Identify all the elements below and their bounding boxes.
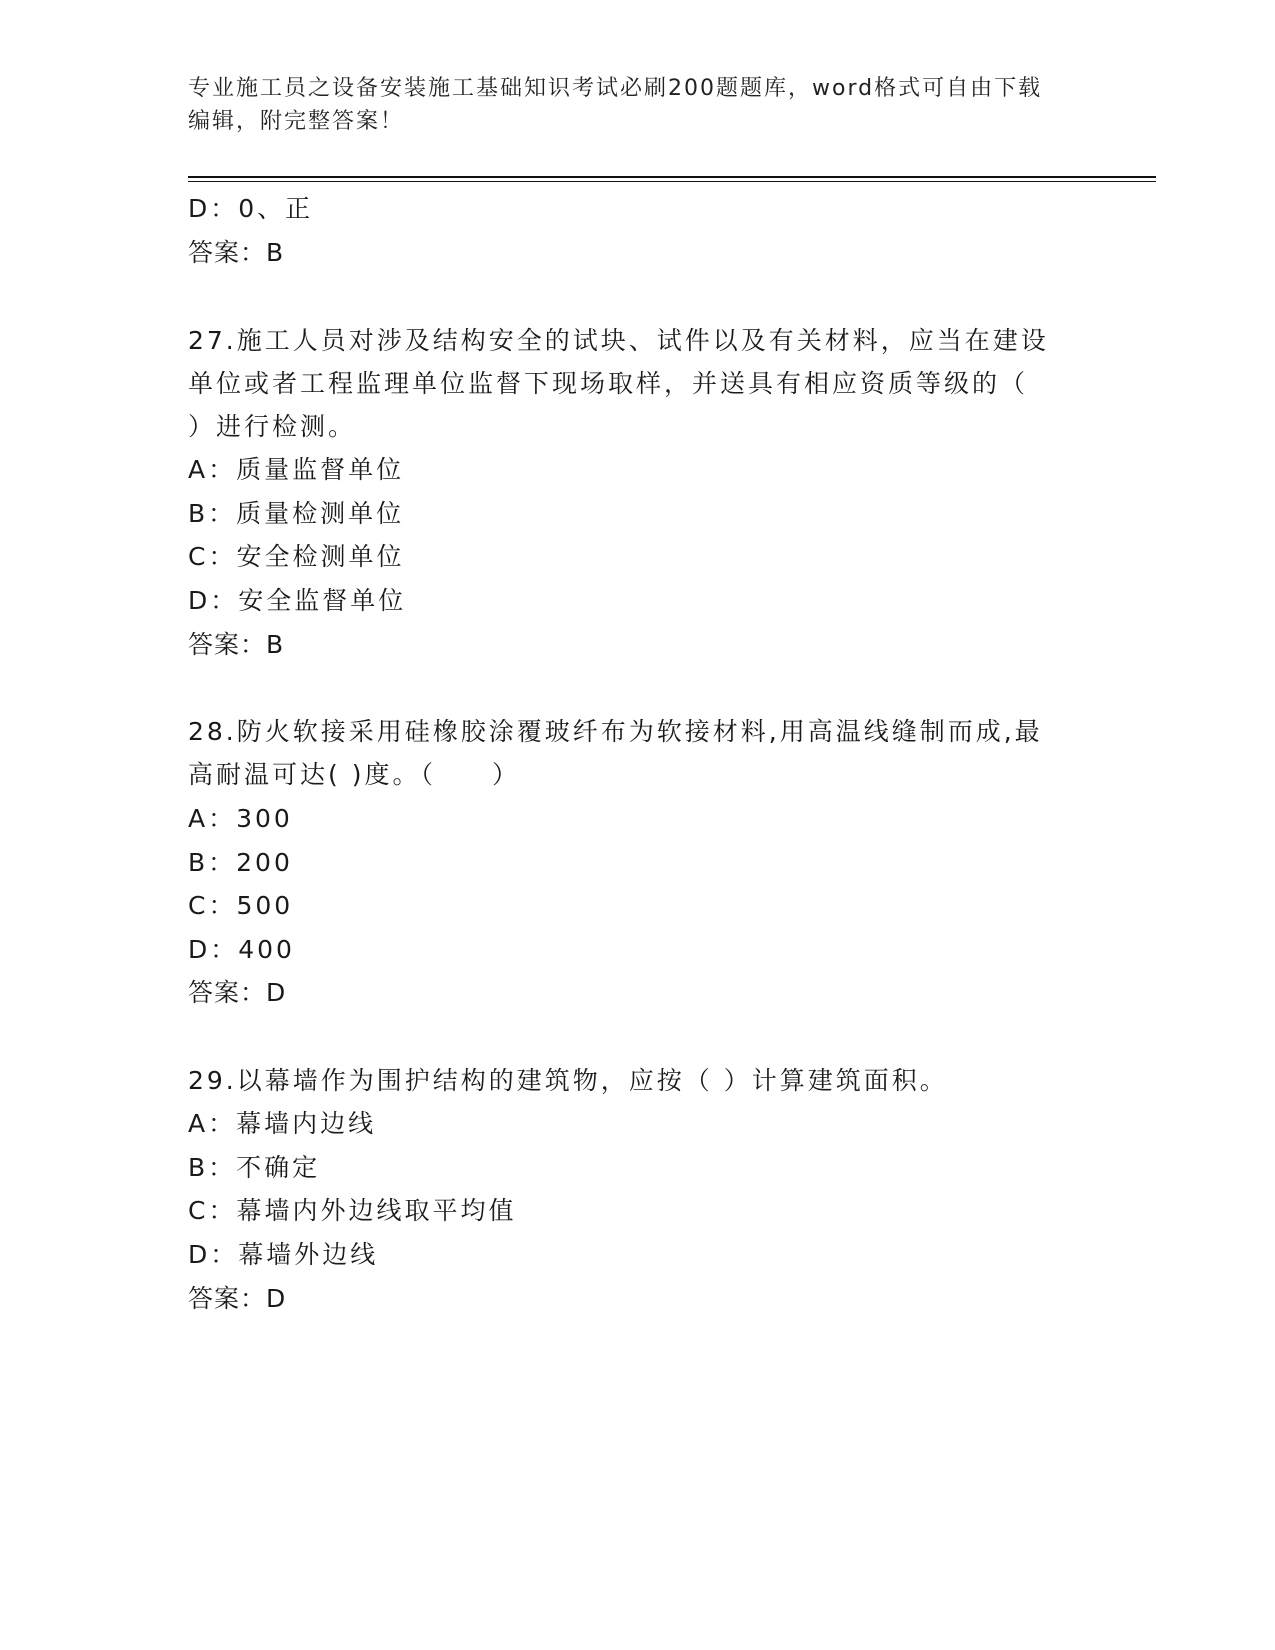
page-header bbox=[188, 72, 1088, 138]
question-28-option-d: D：400 bbox=[188, 935, 295, 964]
question-28-answer: 答案：D bbox=[188, 978, 287, 1007]
question-29-option-d: D：幕墙外边线 bbox=[188, 1240, 379, 1269]
header-divider-thin bbox=[188, 181, 1156, 182]
question-29-option-b: B：不确定 bbox=[188, 1153, 321, 1182]
question-29-option-c: C：幕墙内外边线取平均值 bbox=[188, 1196, 517, 1225]
question-28-option-a: A：300 bbox=[188, 804, 293, 833]
prev-question-option-d: D：0、正 bbox=[188, 194, 314, 223]
header-divider-thick bbox=[188, 176, 1156, 178]
question-28-stem-line-2: 高耐温可达( )度。（ ） bbox=[188, 760, 520, 789]
question-27-stem-line-3: ）进行检测。 bbox=[188, 412, 357, 441]
question-28-option-b: B：200 bbox=[188, 848, 293, 877]
question-29-option-a: A：幕墙内边线 bbox=[188, 1109, 377, 1138]
header-title-line-1: 专业施工员之设备安装施工基础知识考试必刷200题题库，word格式可自由下载 bbox=[188, 76, 1043, 101]
question-27-stem-line-1: 27.施工人员对涉及结构安全的试块、试件以及有关材料，应当在建设 bbox=[188, 326, 1049, 355]
question-27-option-c: C：安全检测单位 bbox=[188, 542, 405, 571]
question-27-stem-line-2: 单位或者工程监理单位监督下现场取样，并送具有相应资质等级的（ bbox=[188, 369, 1029, 398]
question-27-answer: 答案：B bbox=[188, 630, 285, 659]
question-27-option-b: B：质量检测单位 bbox=[188, 499, 405, 528]
question-28-option-c: C：500 bbox=[188, 891, 294, 920]
question-27-option-a: A：质量监督单位 bbox=[188, 455, 405, 484]
question-28-stem-line-1: 28.防火软接采用硅橡胶涂覆玻纤布为软接材料,用高温线缝制而成,最 bbox=[188, 717, 1043, 746]
question-29-answer: 答案：D bbox=[188, 1284, 287, 1313]
question-29-stem-line-1: 29.以幕墙作为围护结构的建筑物，应按（ ）计算建筑面积。 bbox=[188, 1066, 948, 1095]
question-27-option-d: D：安全监督单位 bbox=[188, 586, 407, 615]
prev-question-answer: 答案：B bbox=[188, 238, 285, 267]
header-title-line-2: 编辑，附完整答案！ bbox=[188, 109, 405, 134]
